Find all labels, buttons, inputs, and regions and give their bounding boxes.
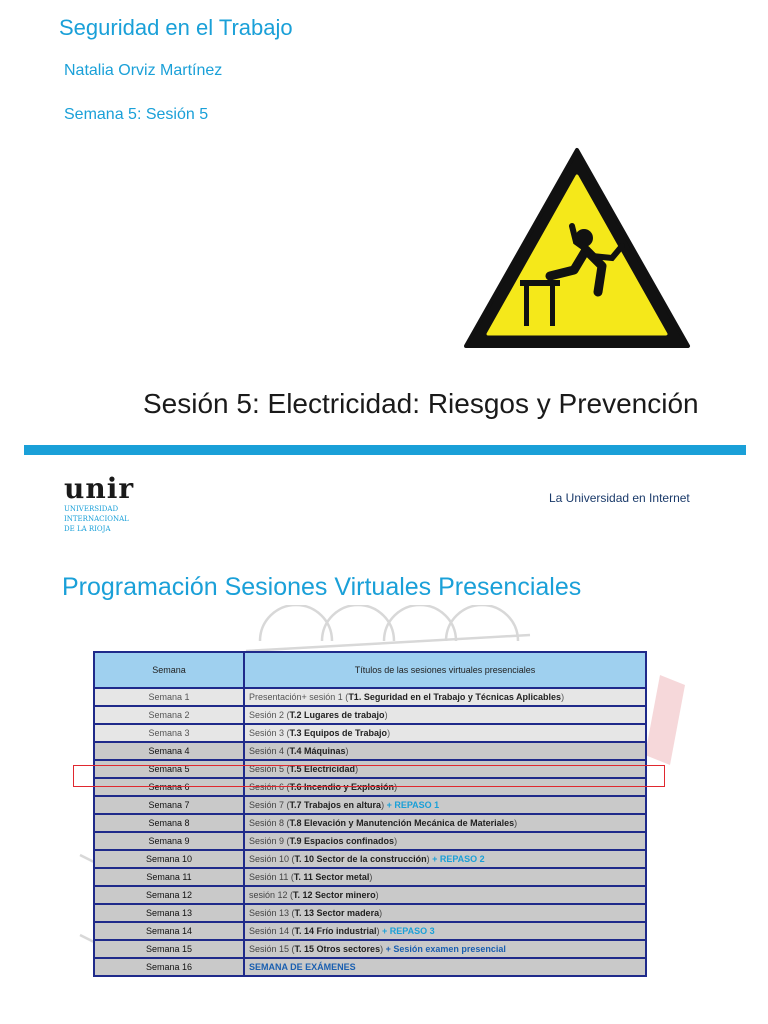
title-suffix: ) [561, 692, 565, 702]
fall-hazard-warning-icon [462, 146, 692, 352]
title-suffix: ) [387, 728, 391, 738]
title-prefix: Sesión 6 ( [249, 782, 290, 792]
week-cell: Semana 3 [94, 724, 244, 742]
table-row [94, 904, 646, 922]
table-row [94, 814, 646, 832]
table-row [94, 886, 646, 904]
table-row [94, 706, 646, 724]
title-suffix: ) [379, 908, 383, 918]
logo-wordmark: unir [64, 472, 135, 505]
week-cell: Semana 4 [94, 742, 244, 760]
title-slide [0, 0, 768, 440]
topic-name: T. 10 Sector de la construcción [294, 854, 427, 864]
topic-name: T. 12 Sector minero [293, 890, 376, 900]
title-suffix: ) [345, 746, 349, 756]
title-cell [244, 958, 646, 976]
table-row [94, 922, 646, 940]
topic-name: T.9 Espacios confinados [289, 836, 395, 846]
session-title: Sesión 5: Electricidad: Riesgos y Prevención [143, 388, 699, 419]
title-cell [244, 742, 646, 760]
week-cell: Semana 2 [94, 706, 244, 724]
title-prefix: Sesión 5 ( [249, 764, 290, 774]
logo-line-3: DE LA RIOJA [64, 525, 111, 533]
title-suffix: ) [426, 854, 430, 864]
week-cell: Semana 10 [94, 850, 244, 868]
unir-logo [64, 472, 135, 533]
title-suffix: ) [380, 944, 384, 954]
table-row [94, 868, 646, 886]
slide-title: Programación Sesiones Virtuales Presenciales [62, 573, 582, 601]
table-row [94, 958, 646, 976]
week-cell: Semana 6 [94, 778, 244, 796]
title-cell [244, 832, 646, 850]
title-cell [244, 850, 646, 868]
extra-note: + REPASO 1 [384, 800, 440, 810]
title-prefix: Sesión 4 ( [249, 746, 290, 756]
week-cell: Semana 5 [94, 760, 244, 778]
week-cell: Semana 16 [94, 958, 244, 976]
week-session-label: Semana 5: Sesión 5 [64, 106, 209, 123]
table-row [94, 796, 646, 814]
extra-note: + Sesión examen presencial [383, 944, 506, 954]
title-prefix: Sesión 14 ( [249, 926, 295, 936]
highlighted-row-frame [73, 765, 665, 787]
title-suffix: ) [381, 800, 385, 810]
topic-name: T. 15 Otros sectores [294, 944, 381, 954]
tagline: La Universidad en Internet [549, 491, 690, 505]
title-prefix: Sesión 13 ( [249, 908, 295, 918]
topic-name: T.5 Electricidad [289, 764, 356, 774]
topic-name: T.4 Máquinas [289, 746, 346, 756]
table-row [94, 742, 646, 760]
table-row [94, 724, 646, 742]
week-cell: Semana 1 [94, 688, 244, 706]
topic-name: T.7 Trabajos en altura [289, 800, 382, 810]
title-cell [244, 940, 646, 958]
topic-name: T1. Seguridad en el Trabajo y Técnicas Aplicables [348, 692, 562, 702]
topic-name: T.3 Equipos de Trabajo [289, 728, 388, 738]
course-title: Seguridad en el Trabajo [59, 15, 293, 40]
schedule-slide [0, 455, 768, 1024]
title-cell [244, 886, 646, 904]
extra-note: SEMANA DE EXÁMENES [249, 962, 356, 972]
week-cell: Semana 15 [94, 940, 244, 958]
title-cell [244, 706, 646, 724]
logo-line-1: UNIVERSIDAD [64, 505, 119, 513]
title-prefix: Sesión 9 ( [249, 836, 290, 846]
title-cell [244, 688, 646, 706]
topic-name: T.6 Incendio y Explosión [289, 782, 395, 792]
title-cell [244, 724, 646, 742]
title-prefix: Sesión 11 ( [249, 872, 294, 882]
title-suffix: ) [394, 782, 398, 792]
logo-line-2: INTERNACIONAL [64, 515, 129, 523]
week-cell: Semana 8 [94, 814, 244, 832]
title-suffix: ) [394, 836, 398, 846]
topic-name: T.2 Lugares de trabajo [289, 710, 385, 720]
sessions-table [93, 651, 647, 977]
title-prefix: Sesión 10 ( [249, 854, 295, 864]
table-row [94, 832, 646, 850]
title-prefix: Presentación+ sesión 1 ( [249, 692, 349, 702]
table-row [94, 850, 646, 868]
title-suffix: ) [355, 764, 359, 774]
topic-name: T.8 Elevación y Manutención Mecánica de Materiales [289, 818, 515, 828]
title-prefix: Sesión 3 ( [249, 728, 290, 738]
slide-divider [24, 445, 746, 455]
title-suffix: ) [376, 926, 380, 936]
title-cell [244, 796, 646, 814]
title-prefix: Sesión 15 ( [249, 944, 295, 954]
title-prefix: Sesión 8 ( [249, 818, 290, 828]
author-name: Natalia Orviz Martínez [64, 62, 223, 79]
extra-note: + REPASO 2 [429, 854, 485, 864]
topic-name: T. 13 Sector madera [294, 908, 380, 918]
header-titles: Títulos de las sesiones virtuales presenciales [244, 652, 646, 688]
week-cell: Semana 12 [94, 886, 244, 904]
week-cell: Semana 9 [94, 832, 244, 850]
table-header-row [94, 652, 646, 688]
title-prefix: sesión 12 ( [249, 890, 294, 900]
title-cell [244, 814, 646, 832]
table-body [94, 688, 646, 976]
title-cell [244, 904, 646, 922]
title-cell [244, 868, 646, 886]
week-cell: Semana 11 [94, 868, 244, 886]
title-prefix: Sesión 2 ( [249, 710, 290, 720]
header-week: Semana [94, 652, 244, 688]
title-cell [244, 922, 646, 940]
title-suffix: ) [384, 710, 388, 720]
table-row [94, 688, 646, 706]
week-cell: Semana 7 [94, 796, 244, 814]
title-suffix: ) [369, 872, 373, 882]
table-row [94, 940, 646, 958]
topic-name: T. 14 Frío industrial [294, 926, 377, 936]
extra-note: + REPASO 3 [379, 926, 435, 936]
title-prefix: Sesión 7 ( [249, 800, 290, 810]
title-suffix: ) [514, 818, 518, 828]
week-cell: Semana 13 [94, 904, 244, 922]
topic-name: T. 11 Sector metal [293, 872, 370, 882]
title-suffix: ) [375, 890, 379, 900]
week-cell: Semana 14 [94, 922, 244, 940]
